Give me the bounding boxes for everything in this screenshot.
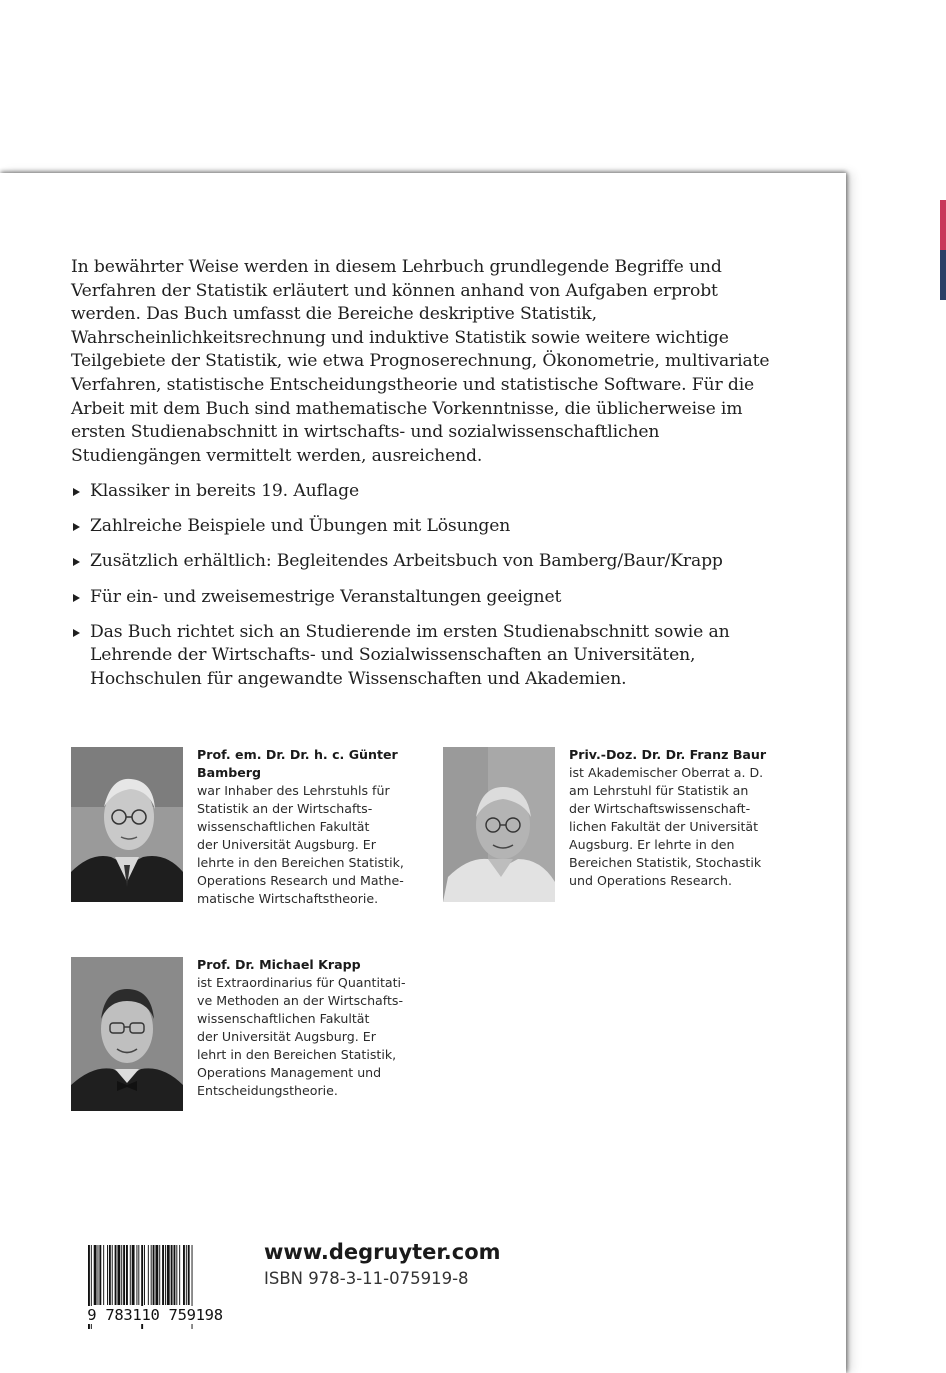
barcode-bar (183, 1245, 185, 1305)
author-photo-bamberg (71, 747, 183, 902)
spine-accent-red (940, 200, 946, 250)
bullet-triangle-icon (73, 629, 80, 637)
barcode-bar (186, 1245, 187, 1305)
publisher-website: www.degruyter.com (264, 1240, 501, 1264)
barcode-bar (94, 1245, 97, 1305)
barcode-bar (107, 1245, 108, 1305)
bullet-triangle-icon (73, 594, 80, 602)
book-description: In bewährter Weise werden in diesem Lehrbuch grundlegende Begriffe und Verfahren der Statistik erläutert und können anhand von Aufgaben erprobt werden. Das Buch umfasst die Bereiche deskriptive Statistik, Wahrscheinlichkeitsrechnung und induktive Statistik sowie weitere wichtige Teilgebiete der Statistik, wie etwa Prognoserechnung, Ökonometrie, multivariate Verfahren, statistische Entscheidungstheorie und statistische Software. Für die Arbeit mit dem Buch sind mathematische Vorkenntnisse, die üblicherweise im ersten Studienabschnitt in wirtschafts- und sozialwissenschaftlichen Studiengängen vermittelt werden, ausreichend. (71, 257, 770, 466)
barcode-bar (130, 1245, 131, 1305)
barcode-bar (98, 1245, 99, 1305)
feature-text: Klassiker in bereits 19. Auflage (90, 481, 360, 501)
author-name: Priv.-Doz. Dr. Dr. Franz Baur (569, 747, 767, 762)
author-name: Prof. em. Dr. Dr. h. c. Günter Bamberg (197, 747, 398, 780)
author-bio-baur (569, 746, 809, 890)
feature-item (71, 480, 801, 504)
bullet-triangle-icon (73, 523, 80, 531)
barcode-bar (176, 1245, 177, 1305)
barcode-bar (103, 1245, 104, 1305)
barcode-bar (123, 1245, 125, 1305)
bullet-triangle-icon (73, 488, 80, 496)
barcode-bar (117, 1245, 120, 1305)
spine-accent-navy (940, 250, 946, 300)
barcode-bar (155, 1245, 158, 1305)
barcode-bar (121, 1245, 122, 1305)
isbn-number: ISBN 978-3-11-075919-8 (264, 1269, 469, 1288)
bullet-triangle-icon (73, 558, 80, 566)
feature-item (71, 515, 801, 539)
barcode-bar (126, 1245, 128, 1305)
barcode-bar (179, 1245, 180, 1305)
feature-text: Zusätzlich erhältlich: Begleitendes Arbeitsbuch von Bamberg/Baur/Krapp (90, 551, 723, 572)
feature-item (71, 586, 801, 610)
barcode-bar (151, 1245, 152, 1305)
barcode-bar (148, 1245, 149, 1305)
barcode-bar (165, 1245, 166, 1305)
barcode-bar (167, 1245, 170, 1305)
barcode-bar (136, 1245, 137, 1305)
author-description: ist Akademischer Oberrat a. D. am Lehrstuhl für Statistik an der Wirtschaftswissenschaft- lichen Fakultät der Universität Augsburg. Er lehrte in den Bereichen Statistik, Stochastik und Operations Research. (569, 765, 764, 888)
feature-text: Für ein- und zweisemestrige Veranstaltungen geeignet (90, 586, 562, 607)
barcode-bar (115, 1245, 117, 1305)
feature-item (71, 550, 801, 574)
author-bio-bamberg (197, 746, 437, 908)
barcode-bar (159, 1245, 160, 1305)
author-description: war Inhaber des Lehrstuhls für Statistik an der Wirtschafts- wissenschaftlichen Fakultät der Universität Augsburg. Er lehrte in den Bereichen Statistik, Operations Research und Mathe- matische Wirtschaftstheorie. (197, 783, 404, 906)
author-name: Prof. Dr. Michael Krapp (197, 957, 361, 972)
author-photo-baur (443, 747, 555, 902)
barcode-bar (112, 1245, 113, 1305)
barcode-bar (138, 1245, 139, 1305)
barcode-bar (132, 1245, 135, 1305)
feature-text: Zahlreiche Beispiele und Übungen mit Lösungen (90, 516, 511, 537)
barcode-bar (99, 1245, 101, 1305)
top-margin (0, 0, 946, 175)
barcode-bar (144, 1245, 145, 1305)
feature-text: Das Buch richtet sich an Studierende im ersten Studienabschnitt sowie an Lehrende der Wirtschafts- und Sozialwissenschaften an Universitäten, Hochschulen für angewandte Wissenschaften und Akademien. (90, 621, 730, 689)
feature-item (71, 621, 801, 692)
barcode-bar (174, 1245, 176, 1305)
barcode-bar (153, 1245, 155, 1305)
feature-list (71, 480, 801, 703)
barcode-bar (162, 1245, 164, 1305)
author-bio-krapp (197, 956, 437, 1100)
author-photo-krapp (71, 957, 183, 1111)
barcode-bar (109, 1245, 111, 1305)
barcode-digits: 9 783110 759198 (75, 1306, 235, 1324)
author-description: ist Extraordinarius für Quantitati- ve Methoden an der Wirtschafts- wissenschaftlichen Fakultät der Universität Augsburg. Er lehrt in den Bereichen Statistik, Operations Management und Entscheidungstheorie. (197, 975, 406, 1098)
barcode-bar (188, 1245, 190, 1305)
barcode-bar (171, 1245, 173, 1305)
